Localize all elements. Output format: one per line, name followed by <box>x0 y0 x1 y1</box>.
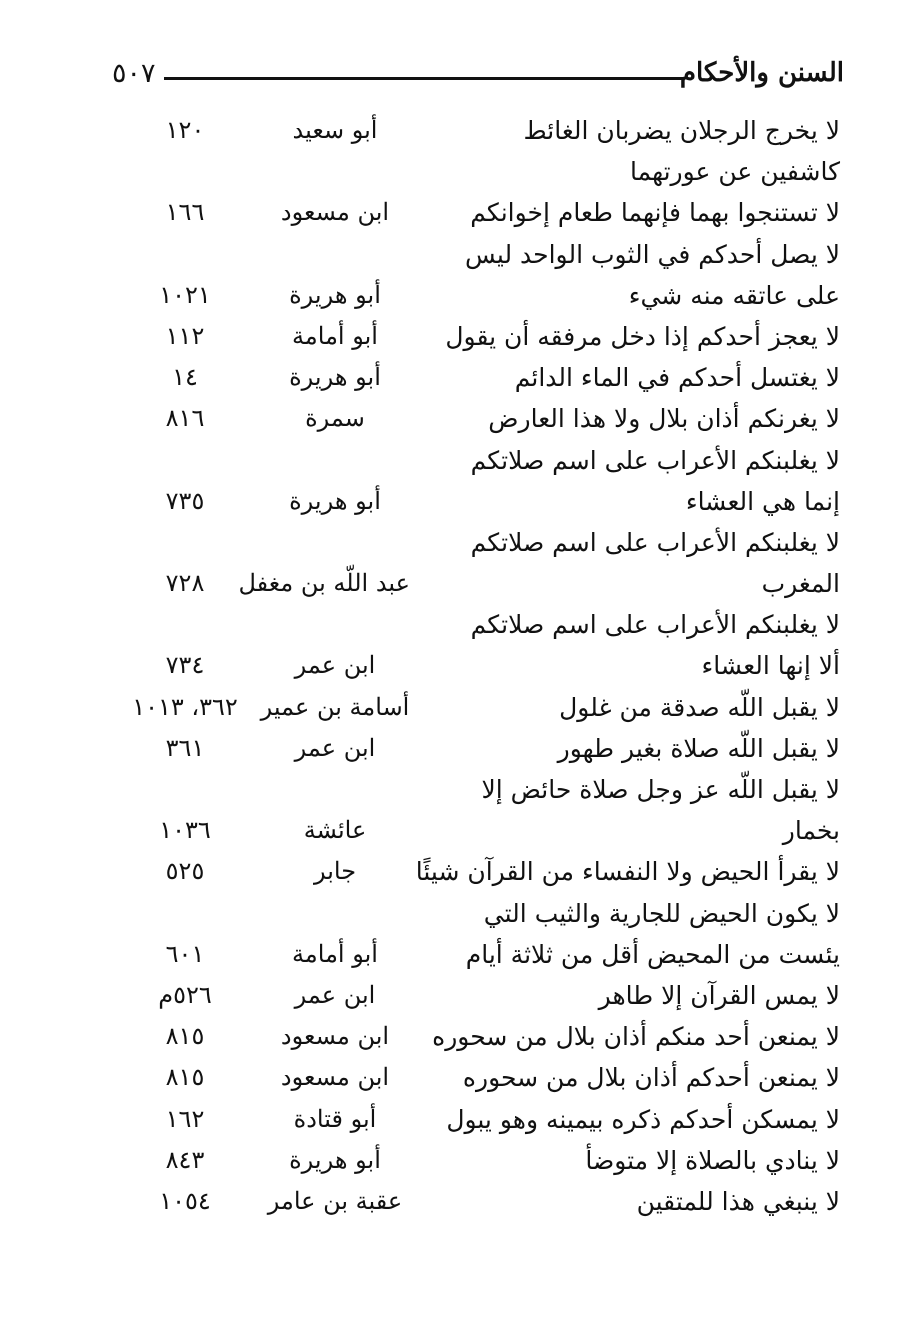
narrator: أبو هريرة <box>289 1145 381 1174</box>
index-row <box>110 151 840 192</box>
index-row <box>110 645 840 686</box>
hadith-number: ٣٦١ <box>165 733 205 762</box>
hadith-number: ٧٣٤ <box>165 651 205 680</box>
hadith-text: لا يغلبنكم الأعراب على اسم صلاتكم <box>470 445 840 475</box>
running-title: السنن والأحكام <box>679 58 844 88</box>
index-row <box>110 440 840 481</box>
running-header <box>112 58 844 98</box>
hadith-text: لا يقبل اللّه صدقة من غلول <box>559 692 840 722</box>
index-row <box>110 975 840 1016</box>
hadith-number: ١٢٠ <box>165 116 205 144</box>
index-row <box>110 192 840 233</box>
index-row <box>110 357 840 398</box>
hadith-text: المغرب <box>761 569 840 599</box>
index-row <box>110 893 840 934</box>
index-row <box>110 481 840 522</box>
hadith-index-list <box>110 110 840 1222</box>
hadith-text: على عاتقه منه شيء <box>628 280 840 310</box>
narrator: عقبة بن عامر <box>267 1186 403 1215</box>
narrator: ابن مسعود <box>280 1022 390 1051</box>
narrator: أبو سعيد <box>292 116 378 144</box>
index-row <box>110 234 840 275</box>
hadith-number: ١١٢ <box>165 321 205 350</box>
hadith-number: ٦٠١ <box>165 939 205 968</box>
hadith-number: ١٠٢١ <box>159 280 211 309</box>
page-number: ٥٠٧ <box>112 58 156 89</box>
narrator: ابن عمر <box>294 733 376 762</box>
index-row <box>110 316 840 357</box>
hadith-text: لا يغرنكم أذان بلال ولا هذا العارض <box>488 404 840 434</box>
narrator: أبو أمامة <box>292 939 378 968</box>
hadith-text: لا يمنعن أحد منكم أذان بلال من سحوره <box>432 1022 840 1052</box>
hadith-text: إنما هي العشاء <box>685 486 840 516</box>
hadith-number: ١٤ <box>172 363 198 392</box>
hadith-text: لا يمنعن أحدكم أذان بلال من سحوره <box>462 1063 840 1093</box>
hadith-number: ٧٢٨ <box>165 569 205 598</box>
index-row <box>110 1181 840 1222</box>
hadith-text: لا يعجز أحدكم إذا دخل مرفقه أن يقول <box>445 321 840 351</box>
index-row <box>110 110 840 151</box>
index-row <box>110 728 840 769</box>
narrator: أبو هريرة <box>289 486 381 515</box>
hadith-number: ٧٣٥ <box>165 486 205 515</box>
hadith-text: لا يغتسل أحدكم في الماء الدائم <box>514 363 840 393</box>
hadith-number: ٨١٥ <box>165 1022 205 1051</box>
hadith-number: ١٠٥٤ <box>159 1186 211 1215</box>
index-row <box>110 563 840 604</box>
hadith-text: بخمار <box>782 816 840 846</box>
narrator: أبو قتادة <box>293 1104 377 1133</box>
narrator: أسامة بن عمير <box>260 692 410 721</box>
index-row <box>110 1140 840 1181</box>
index-row <box>110 1016 840 1057</box>
narrator: عائشة <box>303 816 367 845</box>
narrator: عبد اللّه بن مغفل <box>238 569 410 598</box>
hadith-text: لا يمسكن أحدكم ذكره بيمينه وهو يبول <box>446 1104 840 1134</box>
hadith-number: ٥٢٥ <box>165 857 205 886</box>
narrator: أبو هريرة <box>289 280 381 309</box>
index-row <box>110 398 840 439</box>
hadith-text: كاشفين عن عورتهما <box>630 157 840 187</box>
narrator: أبو هريرة <box>289 363 381 392</box>
narrator: ابن عمر <box>294 651 376 680</box>
hadith-number: ١٦٢ <box>165 1104 205 1133</box>
hadith-text: لا يقبل اللّه عز وجل صلاة حائض إلا <box>481 775 840 804</box>
narrator: جابر <box>313 857 357 886</box>
narrator: ابن مسعود <box>280 1063 390 1092</box>
hadith-text: لا يخرج الرجلان يضربان الغائط <box>523 116 840 145</box>
hadith-text: لا ينادي بالصلاة إلا متوضأ <box>585 1145 840 1175</box>
index-row <box>110 1057 840 1098</box>
hadith-number: ١٠٣٦ <box>159 816 211 845</box>
index-row <box>110 1099 840 1140</box>
narrator: ابن مسعود <box>280 198 390 227</box>
hadith-text: يئست من المحيض أقل من ثلاثة أيام <box>465 939 840 969</box>
narrator: أبو أمامة <box>292 321 378 350</box>
index-row <box>110 769 840 810</box>
hadith-number: ٣٦٢، ١٠١٣ <box>132 692 238 721</box>
hadith-text: لا يقرأ الحيض ولا النفساء من القرآن شيئًا <box>415 857 840 887</box>
hadith-text: ألا إنها العشاء <box>701 651 840 681</box>
index-row <box>110 810 840 851</box>
hadith-number: ٨١٥ <box>165 1063 205 1092</box>
index-row <box>110 522 840 563</box>
hadith-text: لا يكون الحيض للجارية والثيب التي <box>483 898 840 928</box>
hadith-text: لا ينبغي هذا للمتقين <box>636 1186 840 1216</box>
header-rule <box>164 77 684 80</box>
hadith-number: ١٦٦ <box>165 198 205 227</box>
hadith-text: لا يمس القرآن إلا طاهر <box>598 980 840 1010</box>
index-row <box>110 934 840 975</box>
hadith-number: ٨١٦ <box>165 404 205 433</box>
narrator: سمرة <box>305 404 365 433</box>
index-row <box>110 851 840 892</box>
hadith-text: لا يقبل اللّه صلاة بغير طهور <box>557 733 840 763</box>
narrator: ابن عمر <box>294 980 376 1009</box>
hadith-number: ٨٤٣ <box>165 1145 205 1174</box>
hadith-text: لا يغلبنكم الأعراب على اسم صلاتكم <box>470 527 840 557</box>
index-row <box>110 687 840 728</box>
hadith-number: ٥٢٦م <box>158 980 212 1009</box>
hadith-text: لا يغلبنكم الأعراب على اسم صلاتكم <box>470 610 840 640</box>
hadith-text: لا يصل أحدكم في الثوب الواحد ليس <box>465 239 840 269</box>
index-row <box>110 604 840 645</box>
index-row <box>110 275 840 316</box>
hadith-text: لا تستنجوا بهما فإنهما طعام إخوانكم <box>470 198 840 228</box>
